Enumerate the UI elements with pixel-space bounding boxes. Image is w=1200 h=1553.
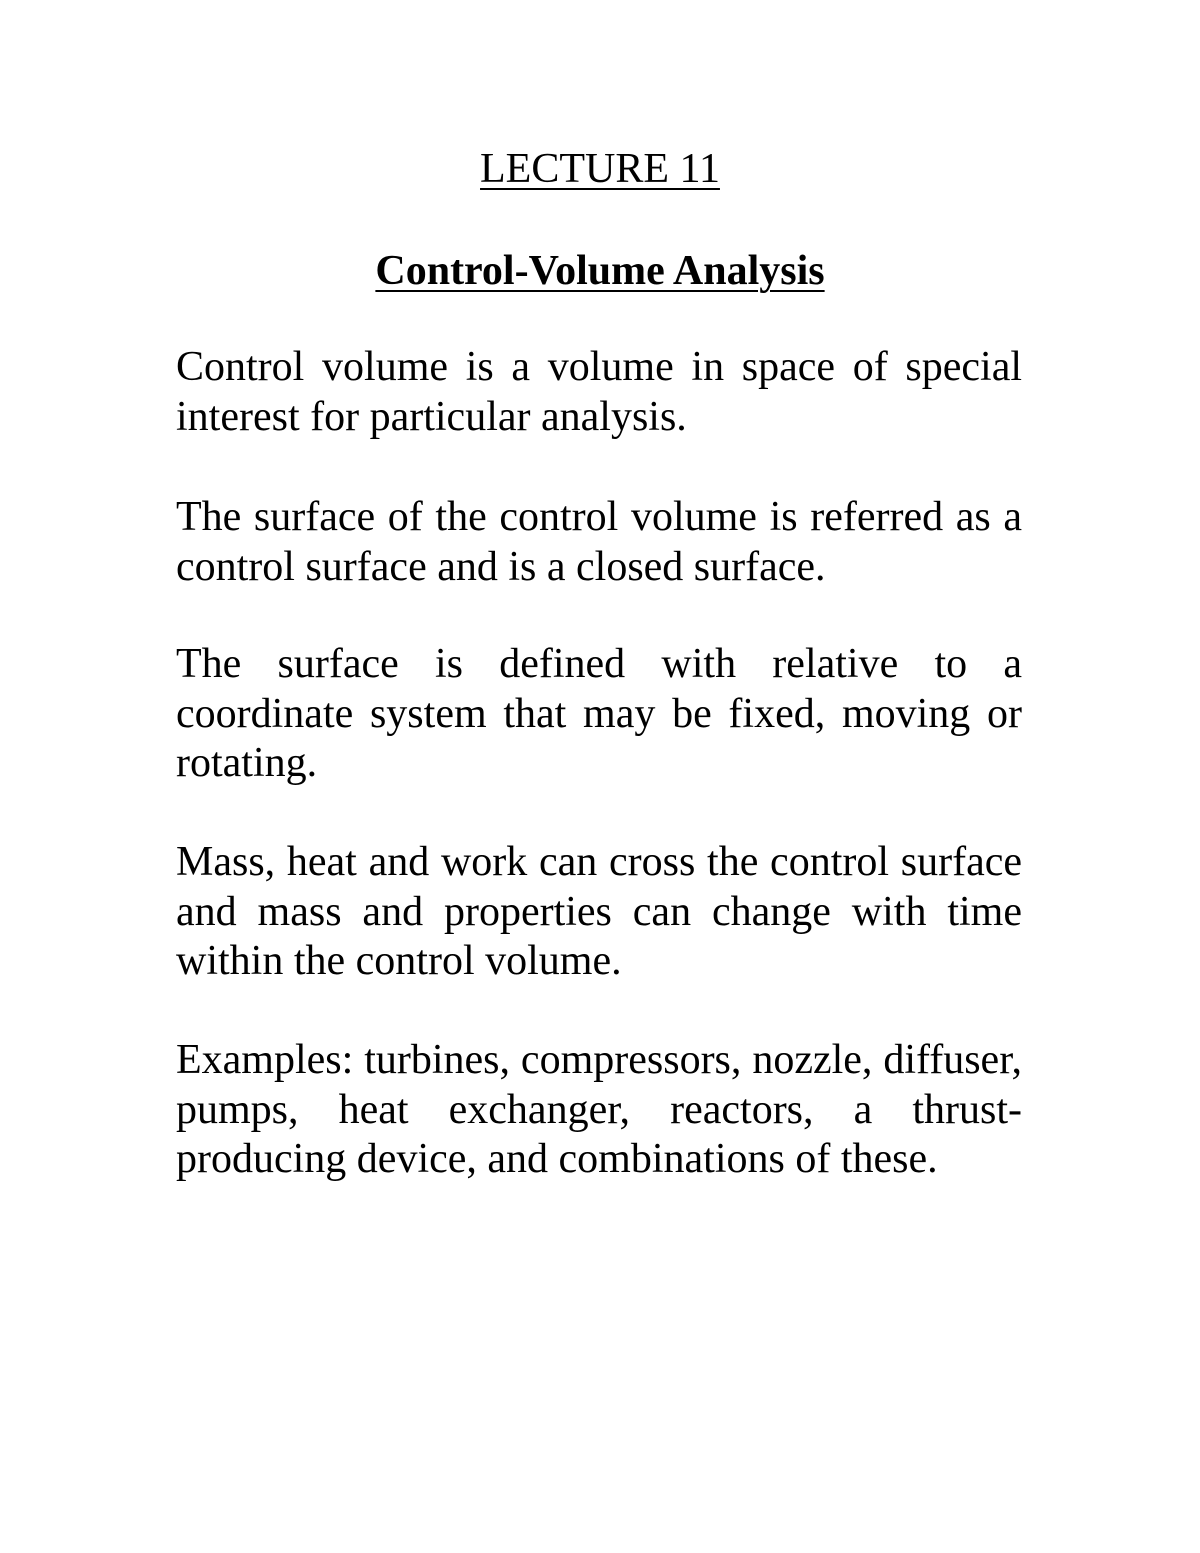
paragraph-mass-heat-work: Mass, heat and work can cross the control surface and mass and properties can change with time within the control volume. (176, 839, 1022, 984)
paragraph-control-surface: The surface of the control volume is referred as a control surface and is a closed surface. (176, 494, 1022, 590)
paragraph-coordinate-system: The surface is defined with relative to a coordinate system that may be fixed, moving or rotating. (176, 641, 1022, 786)
lecture-title: LECTURE 11 (480, 146, 720, 192)
paragraph-control-volume-definition: Control volume is a volume in space of special interest for particular analysis. (176, 344, 1022, 440)
paragraph-examples: Examples: turbines, compressors, nozzle, diffuser, pumps, heat exchanger, reactors, a thrust-producing device, and combinations of these. (176, 1037, 1022, 1182)
lecture-subtitle: Control-Volume Analysis (375, 248, 825, 294)
